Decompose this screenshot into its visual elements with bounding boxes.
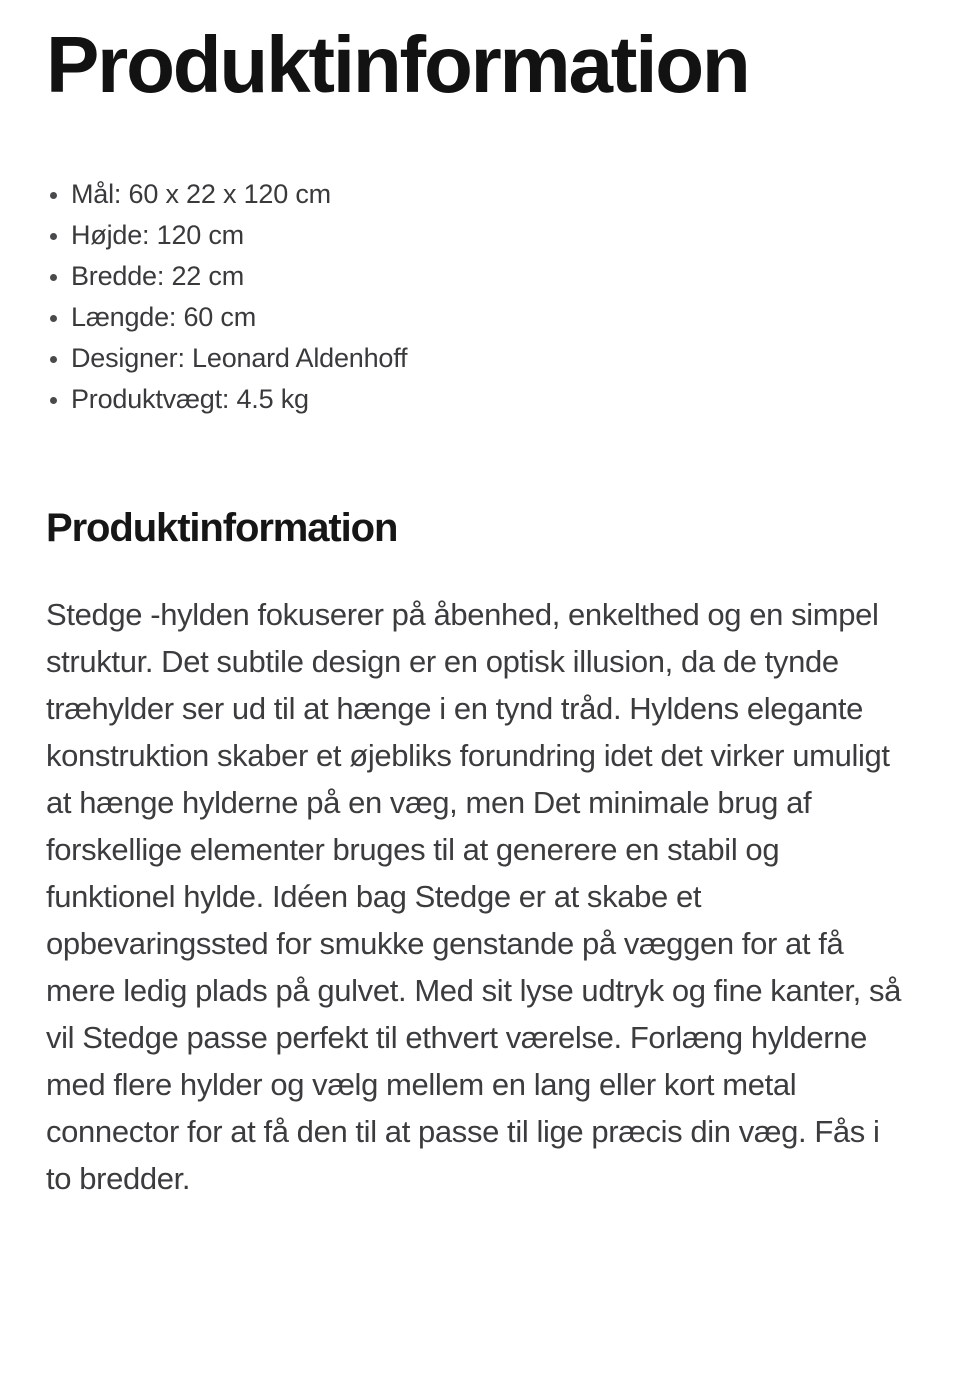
bullet-dot-icon xyxy=(50,397,57,404)
list-item xyxy=(46,215,914,256)
list-item xyxy=(46,338,914,379)
spec-label: Længde: 60 cm xyxy=(71,302,257,333)
bullet-dot-icon xyxy=(50,233,57,240)
product-description-paragraph: Stedge -hylden fokuserer på åbenhed, enkelthed og en simpel struktur. Det subtile design er en optisk illusion, da de tynde træhylder ser ud til at hænge i en tynd tråd. Hyldens elegante konstruktion skaber et øjebliks forundring idet det virker umuligt at hænge hylderne på en væg, men Det minimale brug af forskellige elementer bruges til at generere en stabil og funktionel hylde. Idéen bag Stedge er at skabe et opbevaringssted for smukke genstande på væggen for at få mere ledig plads på gulvet. Med sit lyse udtryk og fine kanter, så vil Stedge passe perfekt til ethvert værelse. Forlæng hylderne med flere hylder og vælg mellem en lang eller kort metal connector for at få den til at passe til lige præcis din væg. Fås i to bredder. xyxy=(46,597,902,1197)
list-item xyxy=(46,256,914,297)
list-item xyxy=(46,297,914,338)
spec-label: Produktvægt: 4.5 kg xyxy=(71,384,309,415)
spec-label: Højde: 120 cm xyxy=(71,220,244,251)
page-title: Produktinformation xyxy=(46,20,749,109)
spec-label: Designer: Leonard Aldenhoff xyxy=(71,343,408,374)
bullet-dot-icon xyxy=(50,192,57,199)
bullet-dot-icon xyxy=(50,315,57,322)
specification-list xyxy=(46,108,914,420)
bullet-dot-icon xyxy=(50,274,57,281)
spec-label: Mål: 60 x 22 x 120 cm xyxy=(71,179,331,210)
bullet-dot-icon xyxy=(50,356,57,363)
list-item xyxy=(46,379,914,420)
section-heading: Produktinformation xyxy=(46,506,398,551)
list-item xyxy=(46,174,914,215)
spec-label: Bredde: 22 cm xyxy=(71,261,244,292)
